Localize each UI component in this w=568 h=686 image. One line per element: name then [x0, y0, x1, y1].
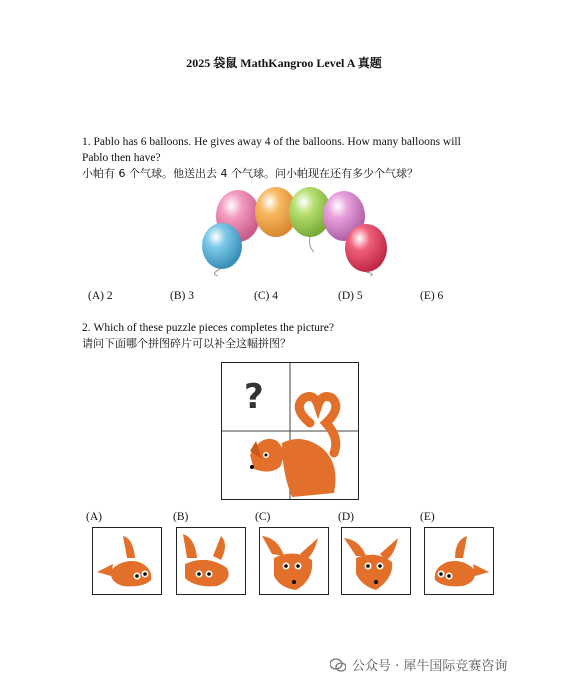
choice-b-label: (B): [173, 511, 189, 523]
choice-e-piece[interactable]: [424, 527, 494, 595]
question-2-text-zh: 请问下面哪个拼图碎片可以补全这幅拼图？: [82, 337, 291, 350]
balloons-image: [190, 186, 400, 276]
question-2: [82, 320, 522, 352]
choice-b-piece[interactable]: [176, 527, 246, 595]
watermark: [330, 655, 507, 674]
question-mark: ?: [244, 377, 264, 417]
choice-d-piece[interactable]: [341, 527, 411, 595]
question-2-text-en: Which of these puzzle pieces completes the picture?: [93, 322, 334, 334]
choice-c-piece[interactable]: [259, 527, 329, 595]
choice-a-label: (A): [86, 511, 102, 523]
option-a[interactable]: (A) 2: [88, 290, 113, 302]
page-title: 2025 袋鼠 MathKangroo Level A 真题: [186, 56, 382, 70]
question-1: [82, 134, 522, 182]
wechat-icon: [330, 658, 346, 672]
balloon-red: [345, 224, 387, 272]
question-1-text-zh: 小帕有 6 个气球。他送出去 4 个气球。问小帕现在还有多少个气球？: [82, 167, 418, 180]
question-1-number: 1.: [82, 136, 91, 148]
watermark-text: 公众号 · 犀牛国际竞赛咨询: [352, 659, 508, 674]
choice-a-piece[interactable]: [92, 527, 162, 595]
question-1-text-en-cont: Pablo then have?: [82, 152, 161, 164]
puzzle-picture: [221, 362, 359, 500]
option-e[interactable]: (E) 6: [420, 290, 444, 302]
option-d[interactable]: (D) 5: [338, 290, 363, 302]
option-b[interactable]: (B) 3: [170, 290, 194, 302]
balloon-blue: [202, 223, 242, 269]
choice-d-label: (D): [338, 511, 354, 523]
question-1-text-en: Pablo has 6 balloons. He gives away 4 of the balloons. How many balloons will: [93, 136, 461, 148]
question-2-number: 2.: [82, 322, 91, 334]
choice-c-label: (C): [255, 511, 271, 523]
option-c[interactable]: (C) 4: [254, 290, 278, 302]
choice-e-label: (E): [420, 511, 435, 523]
